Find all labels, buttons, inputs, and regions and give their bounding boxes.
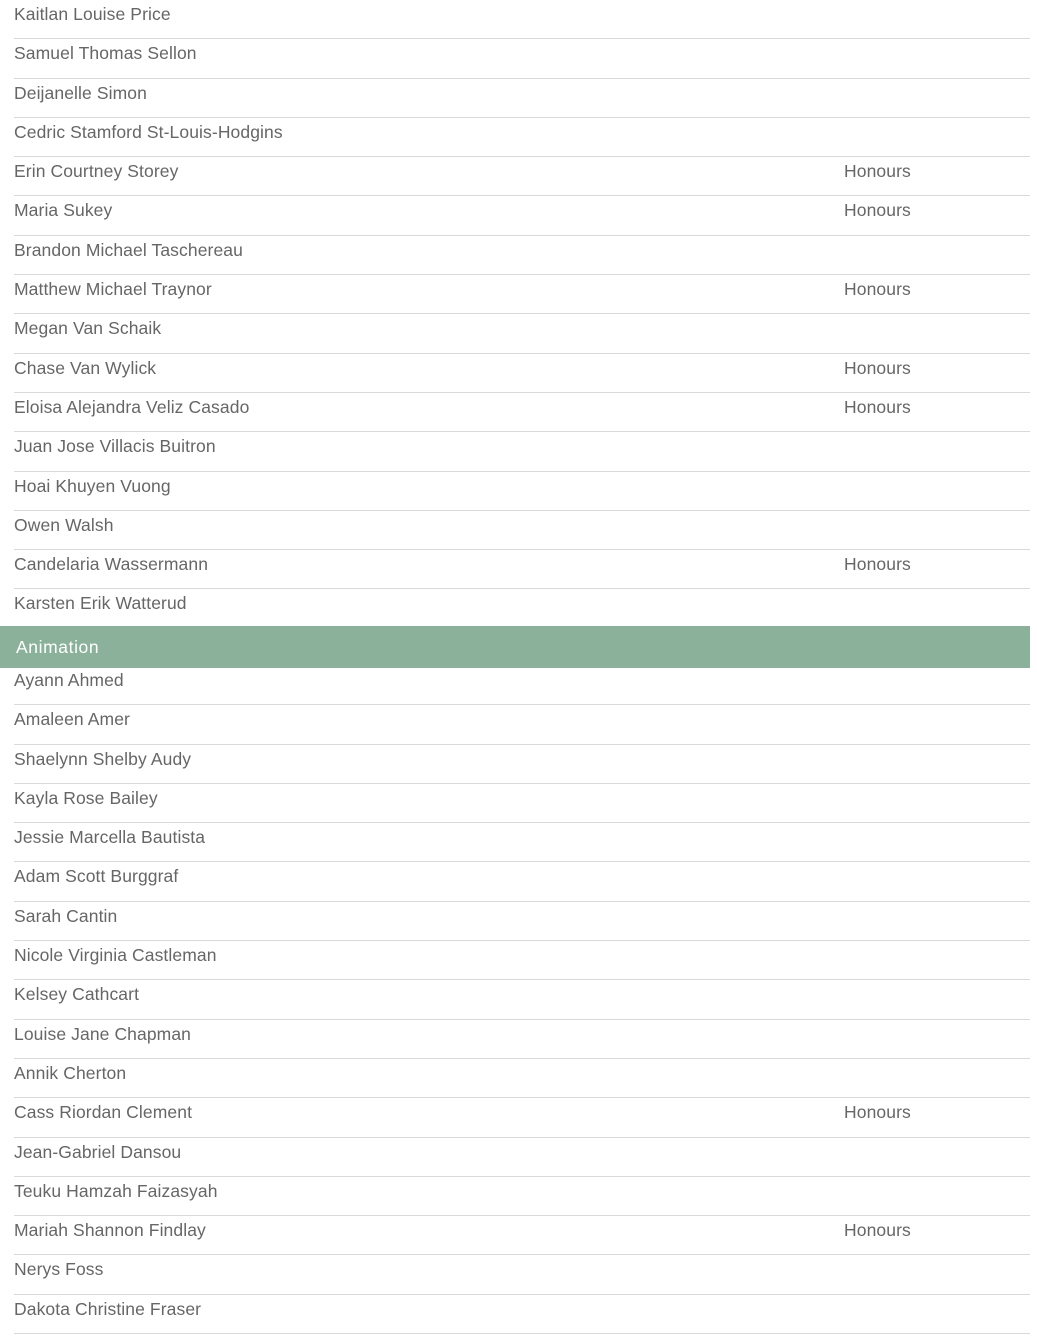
graduate-name: Eloisa Alejandra Veliz Casado — [14, 396, 250, 417]
graduate-row — [14, 823, 1030, 862]
graduate-row — [14, 941, 1030, 980]
graduate-name: Megan Van Schaik — [14, 318, 162, 339]
graduate-row — [14, 705, 1030, 744]
graduate-row — [14, 196, 1030, 235]
graduate-name: Kayla Rose Bailey — [14, 787, 158, 808]
graduate-row — [14, 980, 1030, 1019]
graduate-row — [14, 354, 1030, 393]
graduate-row — [14, 236, 1030, 275]
graduate-row — [14, 1138, 1030, 1177]
honours-label: Honours — [844, 396, 911, 417]
graduate-row — [14, 393, 1030, 432]
graduate-name: Kelsey Cathcart — [14, 984, 140, 1005]
graduate-list-previous-program — [14, 0, 1030, 629]
graduate-row — [14, 39, 1030, 78]
graduate-name: Owen Walsh — [14, 514, 114, 535]
graduate-row — [14, 1059, 1030, 1098]
graduate-name: Mariah Shannon Findlay — [14, 1220, 206, 1241]
graduate-row — [14, 118, 1030, 157]
graduate-name: Shaelynn Shelby Audy — [14, 748, 192, 769]
graduate-row — [14, 0, 1030, 39]
graduate-name: Sarah Cantin — [14, 905, 118, 926]
graduate-row — [14, 1098, 1030, 1137]
graduate-row — [14, 511, 1030, 550]
honours-label: Honours — [844, 1220, 911, 1241]
graduate-row — [14, 862, 1030, 901]
graduate-row — [14, 157, 1030, 196]
graduate-name: Teuku Hamzah Faizasyah — [14, 1180, 218, 1201]
graduate-name: Kaitlan Louise Price — [14, 4, 171, 24]
graduate-row — [14, 314, 1030, 353]
honours-label: Honours — [844, 279, 911, 300]
graduate-name: Erin Courtney Storey — [14, 161, 179, 182]
honours-label: Honours — [844, 554, 911, 575]
graduate-name: Nicole Virginia Castleman — [14, 945, 217, 966]
honours-label: Honours — [844, 357, 911, 378]
graduate-name: Candelaria Wassermann — [14, 554, 209, 575]
graduate-name: Karsten Erik Watterud — [14, 593, 187, 614]
graduate-name: Chase Van Wylick — [14, 357, 157, 378]
graduate-row — [14, 472, 1030, 511]
graduate-name: Jean-Gabriel Dansou — [14, 1141, 182, 1162]
graduate-name: Amaleen Amer — [14, 709, 130, 730]
honours-label: Honours — [844, 1102, 911, 1123]
honours-label: Honours — [844, 161, 911, 182]
graduate-row — [14, 745, 1030, 784]
graduate-row — [14, 432, 1030, 471]
graduate-name: Matthew Michael Traynor — [14, 279, 212, 300]
graduate-row — [14, 1255, 1030, 1294]
graduate-name: Cedric Stamford St-Louis-Hodgins — [14, 121, 283, 142]
graduate-row — [14, 1295, 1030, 1334]
graduate-row — [14, 666, 1030, 705]
graduate-name: Louise Jane Chapman — [14, 1023, 192, 1044]
graduate-row — [14, 275, 1030, 314]
graduate-row — [14, 589, 1030, 628]
graduate-row — [14, 784, 1030, 823]
graduate-name: Nerys Foss — [14, 1259, 104, 1280]
graduate-name: Brandon Michael Taschereau — [14, 239, 243, 260]
graduate-row — [14, 1177, 1030, 1216]
section-title: Animation — [16, 637, 100, 657]
graduate-row — [14, 1216, 1030, 1255]
graduate-row — [14, 79, 1030, 118]
graduate-row — [14, 902, 1030, 941]
graduate-row — [14, 1020, 1030, 1059]
graduate-name: Deijanelle Simon — [14, 82, 147, 103]
graduate-name: Juan Jose Villacis Buitron — [14, 436, 216, 457]
graduate-list-animation — [14, 666, 1030, 1334]
graduate-row — [14, 550, 1030, 589]
section-header-animation — [0, 626, 1030, 668]
graduate-name: Adam Scott Burggraf — [14, 866, 179, 887]
graduate-name: Hoai Khuyen Vuong — [14, 475, 171, 496]
graduate-name: Maria Sukey — [14, 200, 113, 221]
graduate-name: Annik Cherton — [14, 1062, 127, 1083]
honours-label: Honours — [844, 200, 911, 221]
graduate-name: Ayann Ahmed — [14, 670, 124, 690]
graduate-name: Samuel Thomas Sellon — [14, 43, 197, 64]
graduate-name: Cass Riordan Clement — [14, 1102, 193, 1123]
graduate-name: Jessie Marcella Bautista — [14, 827, 206, 848]
graduate-name: Dakota Christine Fraser — [14, 1298, 202, 1319]
